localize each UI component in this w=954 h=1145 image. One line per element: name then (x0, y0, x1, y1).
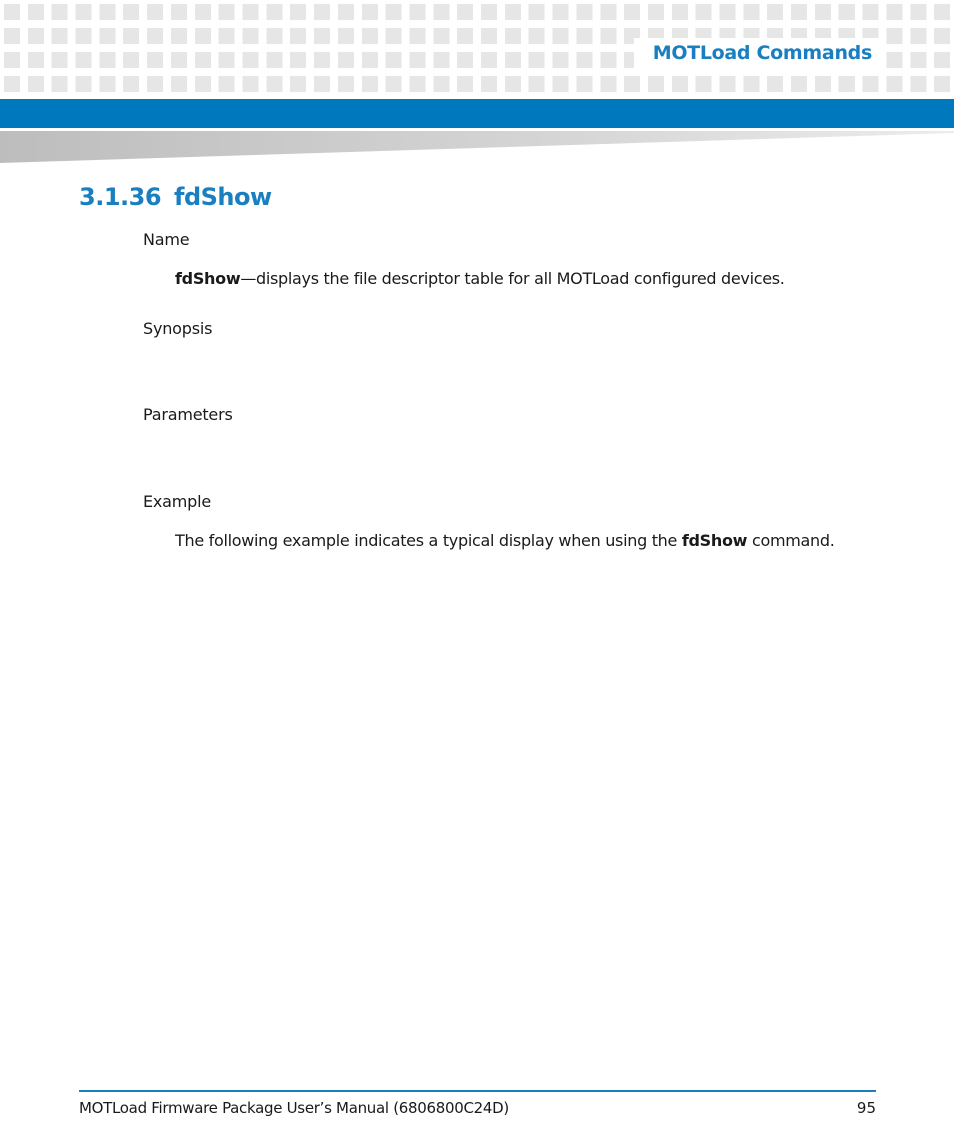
footer-rule (79, 1090, 876, 1092)
section-title: fdShow (174, 183, 272, 211)
header-gray-wedge (0, 131, 954, 163)
example-text-before: The following example indicates a typical display when using the (175, 531, 682, 550)
name-label: Name (143, 230, 190, 249)
example-command: fdShow (681, 531, 748, 550)
example-paragraph (175, 531, 835, 550)
example-text-after: command. (747, 531, 835, 550)
synopsis-label: Synopsis (143, 319, 213, 338)
name-command: fdShow (175, 269, 241, 288)
name-paragraph (175, 269, 785, 288)
section-number: 3.1.36 (79, 183, 162, 211)
section-heading (79, 183, 272, 211)
running-header-title: MOTLoad Commands (652, 42, 872, 64)
footer-page-number: 95 (856, 1099, 876, 1117)
example-label: Example (143, 492, 212, 511)
parameters-label: Parameters (143, 405, 233, 424)
footer-manual-title: MOTLoad Firmware Package User’s Manual (6806800C24D) (79, 1099, 509, 1117)
name-description: —displays the file descriptor table for all MOTLoad configured devices. (240, 269, 785, 288)
header-blue-bar (0, 99, 954, 128)
